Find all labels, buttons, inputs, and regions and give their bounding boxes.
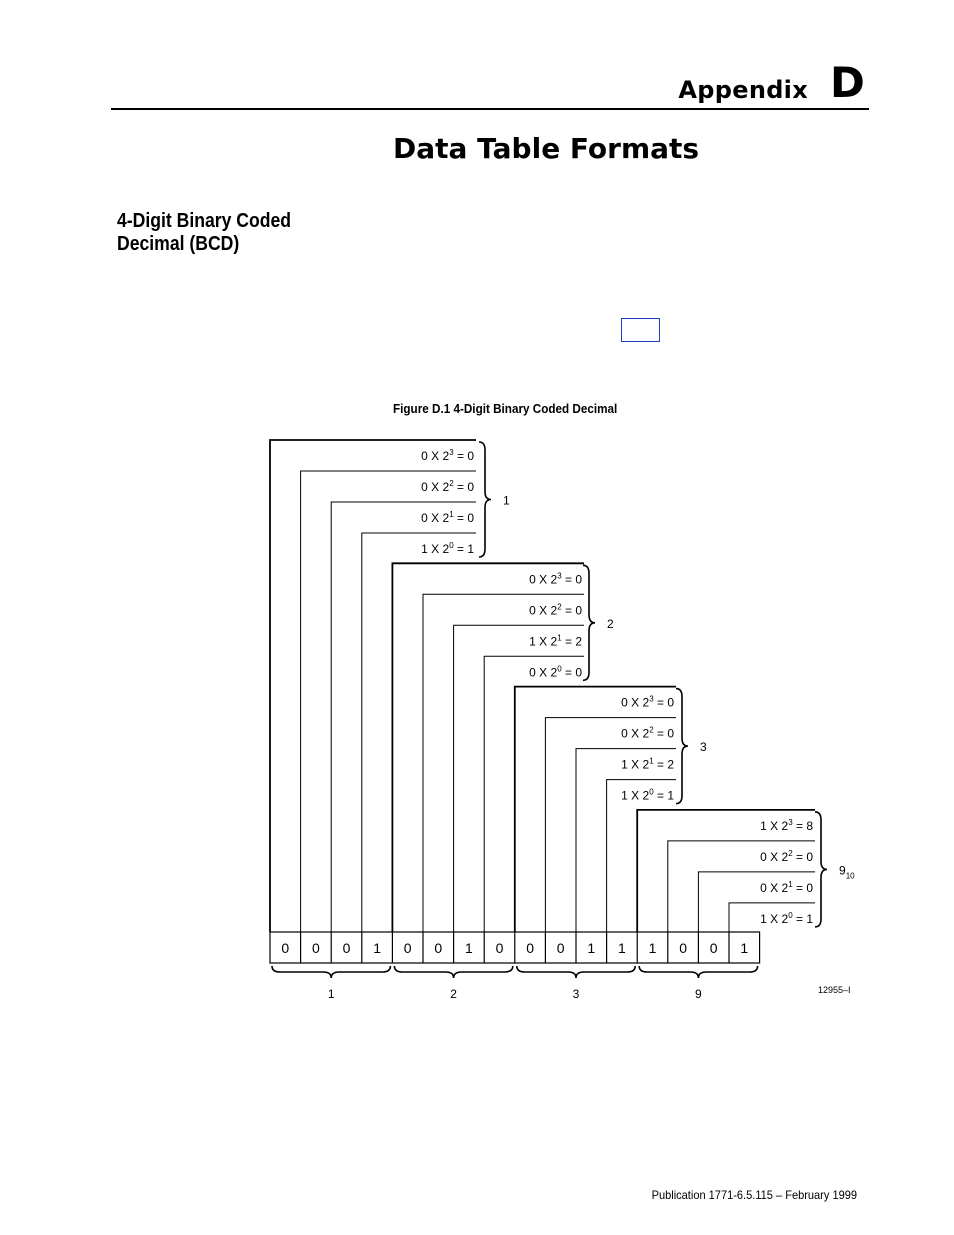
nibble-brace (272, 966, 390, 978)
appendix-label: Appendix (678, 76, 808, 104)
leader-line (331, 502, 476, 932)
section-heading-line2: Decimal (BCD) (117, 233, 240, 255)
bit-weight-equation: 0 X $2^0 = 0$ (529, 664, 582, 680)
bit-value: 0 (403, 940, 412, 956)
bit-weight-equation: 0 X $2^1 = 0$ (760, 879, 813, 895)
appendix-letter: D (830, 58, 865, 107)
bit-weight-equation: 0 X $2^2 = 0$ (760, 848, 813, 864)
bit-weight-equation: 1 X $2^0 = 1$ (421, 541, 474, 556)
bit-weight-equation: 0 X $2^3 = 0$ (621, 694, 674, 710)
bit-weight-equation: 0 X $2^1 = 0$ (421, 510, 474, 525)
section-heading-line1: 4-Digit Binary Coded (117, 210, 292, 232)
nibble-digit-label: 3 (572, 987, 580, 1001)
group-brace (479, 442, 491, 557)
nibble-brace (394, 966, 512, 978)
nibble-digit-label: 2 (450, 987, 457, 1001)
group-brace (676, 689, 688, 804)
bit-value: 0 (679, 940, 687, 956)
bit-value: 0 (556, 940, 565, 956)
bit-weight-equation: 1 X $2^1 = 2$ (529, 633, 582, 649)
figure-caption: Figure D.1 4-Digit Binary Coded Decimal (393, 401, 618, 416)
bit-value: 1 (648, 940, 657, 956)
group-brace-label: 3 (700, 740, 707, 755)
nibble-brace (639, 966, 757, 978)
leader-line (545, 718, 676, 932)
bit-value: 1 (740, 940, 749, 956)
figure-id: 12955–I (818, 985, 851, 995)
bit-value: 0 (312, 940, 320, 956)
nibble-digit-label: 1 (327, 987, 335, 1001)
bit-value: 1 (465, 940, 473, 956)
group-brace (583, 565, 595, 680)
group-brace (815, 812, 827, 927)
bit-weight-equation: 0 X $2^3 = 0$ (529, 571, 582, 587)
leader-line (392, 563, 584, 932)
leader-line (362, 533, 476, 932)
bit-value: 0 (434, 940, 443, 956)
bit-weight-equation: 1 X $2^0 = 1$ (621, 787, 674, 803)
leader-line (484, 656, 584, 932)
bit-value: 0 (495, 940, 504, 956)
group-brace-label: $9_{10}$ (839, 863, 855, 881)
bit-value: 0 (709, 940, 718, 956)
bit-weight-equation: 0 X $2^2 = 0$ (421, 479, 474, 494)
publication-footer: Publication 1771-6.5.115 – February 1999 (651, 1188, 857, 1202)
leader-line (576, 749, 676, 932)
bit-value: 0 (281, 940, 290, 956)
nibble-digit-label: 9 (695, 987, 702, 1001)
bit-weight-equation: 1 X $2^0 = 1$ (760, 910, 813, 926)
bit-weight-equation: 0 X $2^2 = 0$ (529, 602, 582, 618)
group-brace-label: 2 (607, 616, 614, 631)
page-title: Data Table Formats (393, 132, 700, 165)
nibble-brace (517, 966, 635, 978)
bit-value: 0 (526, 940, 534, 956)
bit-value: 1 (618, 940, 626, 956)
bit-weight-equation: 1 X $2^3 = 8$ (760, 817, 813, 833)
bit-value: 0 (342, 940, 351, 956)
bit-weight-equation: 1 X $2^1 = 2$ (621, 756, 674, 772)
group-brace-label: 1 (503, 493, 510, 508)
bit-value: 1 (373, 940, 381, 956)
bit-weight-equation: 0 X $2^2 = 0$ (621, 725, 674, 741)
bit-weight-equation: 0 X $2^3 = 0$ (421, 448, 474, 463)
leader-line (423, 594, 584, 932)
bit-value: 1 (587, 940, 596, 956)
